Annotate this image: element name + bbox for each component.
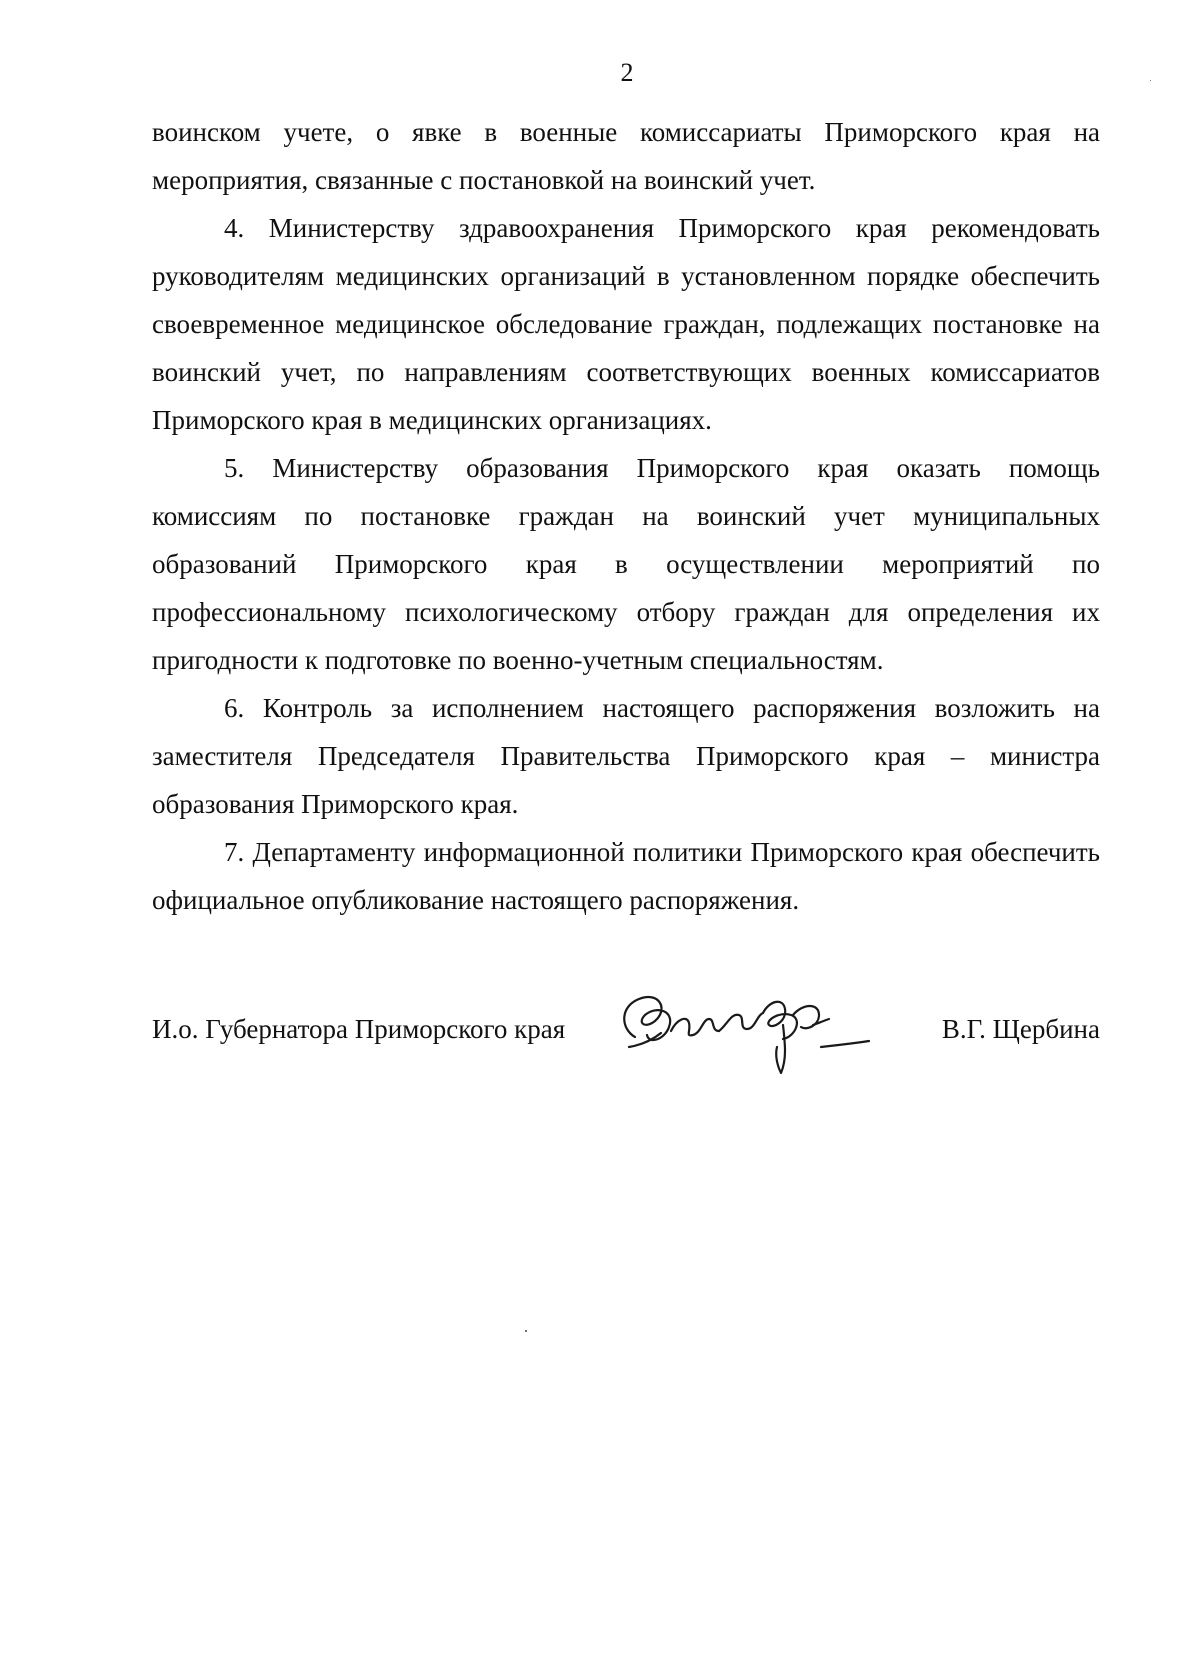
paragraph-item-5: 5. Министерству образования Приморского края оказать помощь комиссиям по постановке граждан на воинский учет муниципальных образований Приморского края в осуществлении мероприятий по профессиональному психологическому отбору граждан для определения их пригодности к подготовке по военно-учетным специальностям.	[152, 453, 1100, 675]
scan-speck	[525, 1330, 527, 1332]
paragraph-continuation: воинском учете, о явке в военные комиссариаты Приморского края на мероприятия, связанные с постановкой на воинский учет.	[152, 117, 1100, 195]
scan-speck	[1150, 80, 1151, 81]
paragraph-item-4: 4. Министерству здравоохранения Приморского края рекомендовать руководителям медицинских организаций в установленном порядке обеспечить своевременное медицинское обследование граждан, подлежащих постановке на воинский учет, по направлениям соответствующих военных комиссариатов Приморского края в медицинских организациях.	[152, 213, 1100, 435]
paragraph-item-7: 7. Департаменту информационной политики Приморского края обеспечить официальное опубликование настоящего распоряжения.	[152, 837, 1100, 915]
signatory-name: В.Г. Щербина	[941, 1014, 1100, 1044]
signatory-position: И.о. Губернатора Приморского края	[152, 1014, 566, 1044]
signature-block	[152, 985, 1100, 1085]
document-body	[152, 108, 1100, 924]
paragraph-item-6: 6. Контроль за исполнением настоящего распоряжения возложить на заместителя Председателя Правительства Приморского края – министра образования Приморского края.	[152, 693, 1100, 819]
page-number: 2	[620, 58, 634, 87]
handwritten-signature-icon	[607, 985, 877, 1085]
